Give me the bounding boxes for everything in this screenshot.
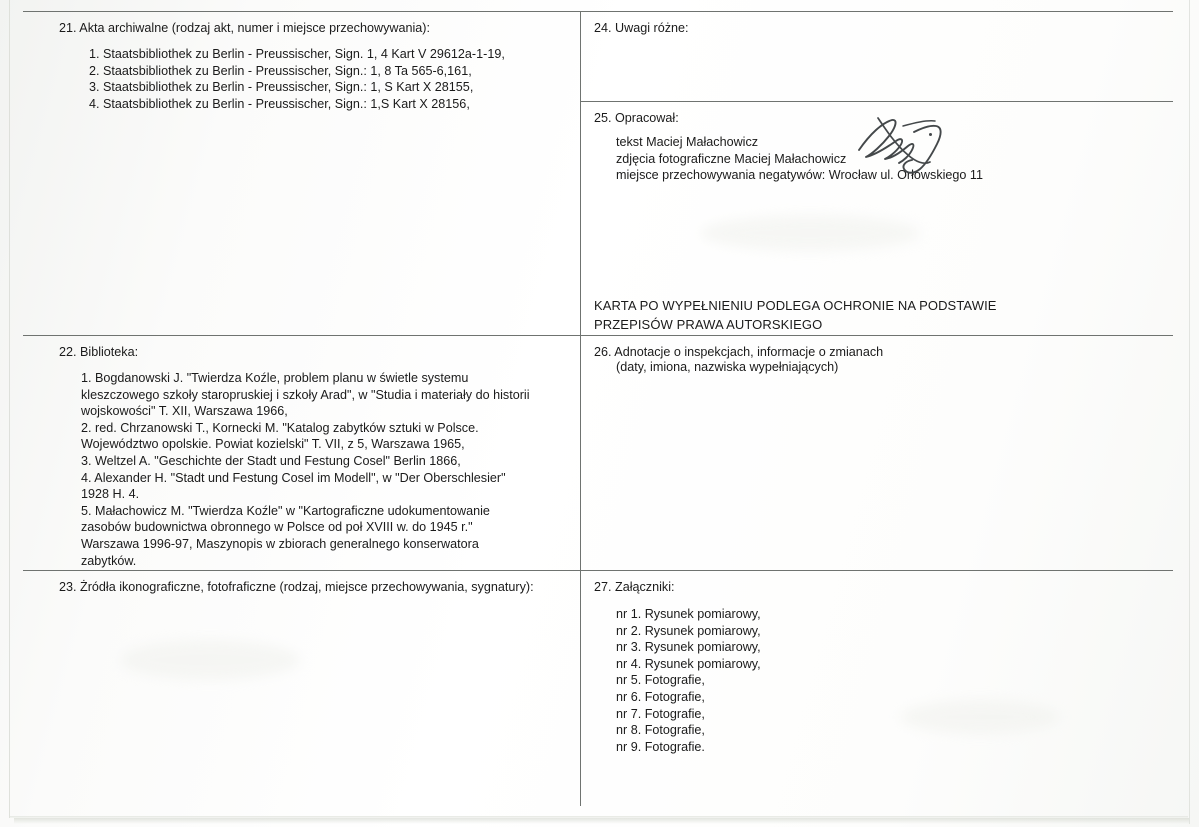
field-21-item: 2. Staatsbibliothek zu Berlin - Preussischer, Sign.: 1, 8 Ta 565-6,161, (89, 63, 472, 78)
field-21 (59, 21, 574, 112)
field-22-line: 4. Alexander H. "Stadt und Festung Cosel im Modell", w "Der Oberschlesier" (81, 470, 506, 485)
field-21-item: 3. Staatsbibliothek zu Berlin - Preussischer, Sign.: 1, S Kart X 28155, (89, 80, 474, 95)
field-25-line: tekst Maciej Małachowicz (616, 135, 759, 149)
field-26-sublabel: (daty, imiona, nazwiska wypełniających) (616, 360, 839, 374)
field-22-line: zasobów budownictwa obronnego w Polsce od poł XVIII w. do 1945 r." (81, 520, 473, 535)
field-22-line: Warszawa 1996-97, Maszynopis w zbiorach generalnego konserwatora (81, 536, 479, 551)
copyright-notice-line: KARTA PO WYPEŁNIENIU PODLEGA OCHRONIE NA PODSTAWIE (594, 298, 997, 313)
field-26 (594, 345, 1164, 375)
field-25-line: zdjęcia fotograficzne Maciej Małachowicz (616, 151, 847, 166)
field-22 (59, 345, 579, 569)
field-22-label: 22. Biblioteka: (59, 345, 139, 359)
field-21-label: 21. Akta archiwalne (rodzaj akt, numer i miejsce przechowywania): (59, 21, 430, 35)
field-24 (594, 21, 1154, 36)
field-27-item: nr 6. Fotografie, (616, 689, 705, 704)
table-rule-vertical (580, 11, 581, 806)
field-27 (594, 580, 1164, 755)
copyright-notice (594, 296, 1164, 334)
field-25-line: miejsce przechowywania negatywów: Wrocław ul. Orłowskiego 11 (616, 168, 984, 183)
field-22-line: Województwo opolskie. Powiat kozielski" T. VII, z 5, Warszawa 1965, (81, 437, 465, 452)
signature-dot (929, 133, 932, 136)
field-27-label: 27. Załączniki: (594, 580, 675, 594)
field-22-line: wojskowości" T. XII, Warszawa 1966, (81, 404, 288, 419)
copyright-notice-line: PRZEPISÓW PRAWA AUTORSKIEGO (594, 317, 823, 332)
form-table (23, 11, 1173, 806)
field-27-item: nr 2. Rysunek pomiarowy, (616, 623, 761, 638)
field-22-line: 5. Małachowicz M. "Twierdza Koźle" w "Kartograficzne udokumentowanie (81, 503, 490, 518)
page-edge-left (9, 0, 10, 818)
table-rule-row2 (23, 335, 1173, 336)
field-21-item: 4. Staatsbibliothek zu Berlin - Preussischer, Sign.: 1,S Kart X 28156, (89, 96, 470, 111)
table-rule-row3 (23, 570, 1173, 571)
field-22-line: kleszczowego szkoły staropruskiej i szkoły Arad", w "Studia i materiały do historii (81, 387, 530, 402)
field-25-label: 25. Opracował: (594, 111, 679, 125)
field-25 (594, 111, 1164, 184)
field-21-item: 1. Staatsbibliothek zu Berlin - Preussischer, Sign. 1, 4 Kart V 29612a-1-19, (89, 47, 505, 61)
table-rule-top (23, 11, 1173, 12)
field-27-item: nr 4. Rysunek pomiarowy, (616, 656, 761, 671)
field-22-line: 3. Weltzel A. "Geschichte der Stadt und Festung Cosel" Berlin 1866, (81, 453, 461, 468)
table-rule-24-25 (580, 101, 1173, 102)
field-24-label: 24. Uwagi różne: (594, 21, 689, 35)
field-23 (59, 580, 579, 595)
field-23-label: 23. Żródła ikonograficzne, fotofraficzne (rodzaj, miejsce przechowywania, sygnatury): (59, 580, 534, 594)
field-26-label: 26. Adnotacje o inspekcjach, informacje o zmianach (594, 345, 884, 359)
field-22-line: 1. Bogdanowski J. "Twierdza Koźle, problem planu w świetle systemu (81, 371, 469, 385)
field-27-item: nr 5. Fotografie, (616, 673, 705, 688)
page-shadow (14, 818, 1189, 824)
field-22-line: 2. red. Chrzanowski T., Kornecki M. "Katalog zabytków sztuki w Polsce. (81, 420, 479, 435)
field-27-item: nr 8. Fotografie, (616, 723, 705, 738)
field-22-line: 1928 H. 4. (81, 487, 140, 502)
page-edge-right (1189, 0, 1190, 824)
field-27-item: nr 1. Rysunek pomiarowy, (616, 607, 761, 621)
field-27-item: nr 7. Fotografie, (616, 706, 705, 721)
field-22-line: zabytków. (81, 553, 137, 568)
field-27-item: nr 3. Rysunek pomiarowy, (616, 640, 761, 655)
field-27-item: nr 9. Fotografie. (616, 739, 705, 754)
